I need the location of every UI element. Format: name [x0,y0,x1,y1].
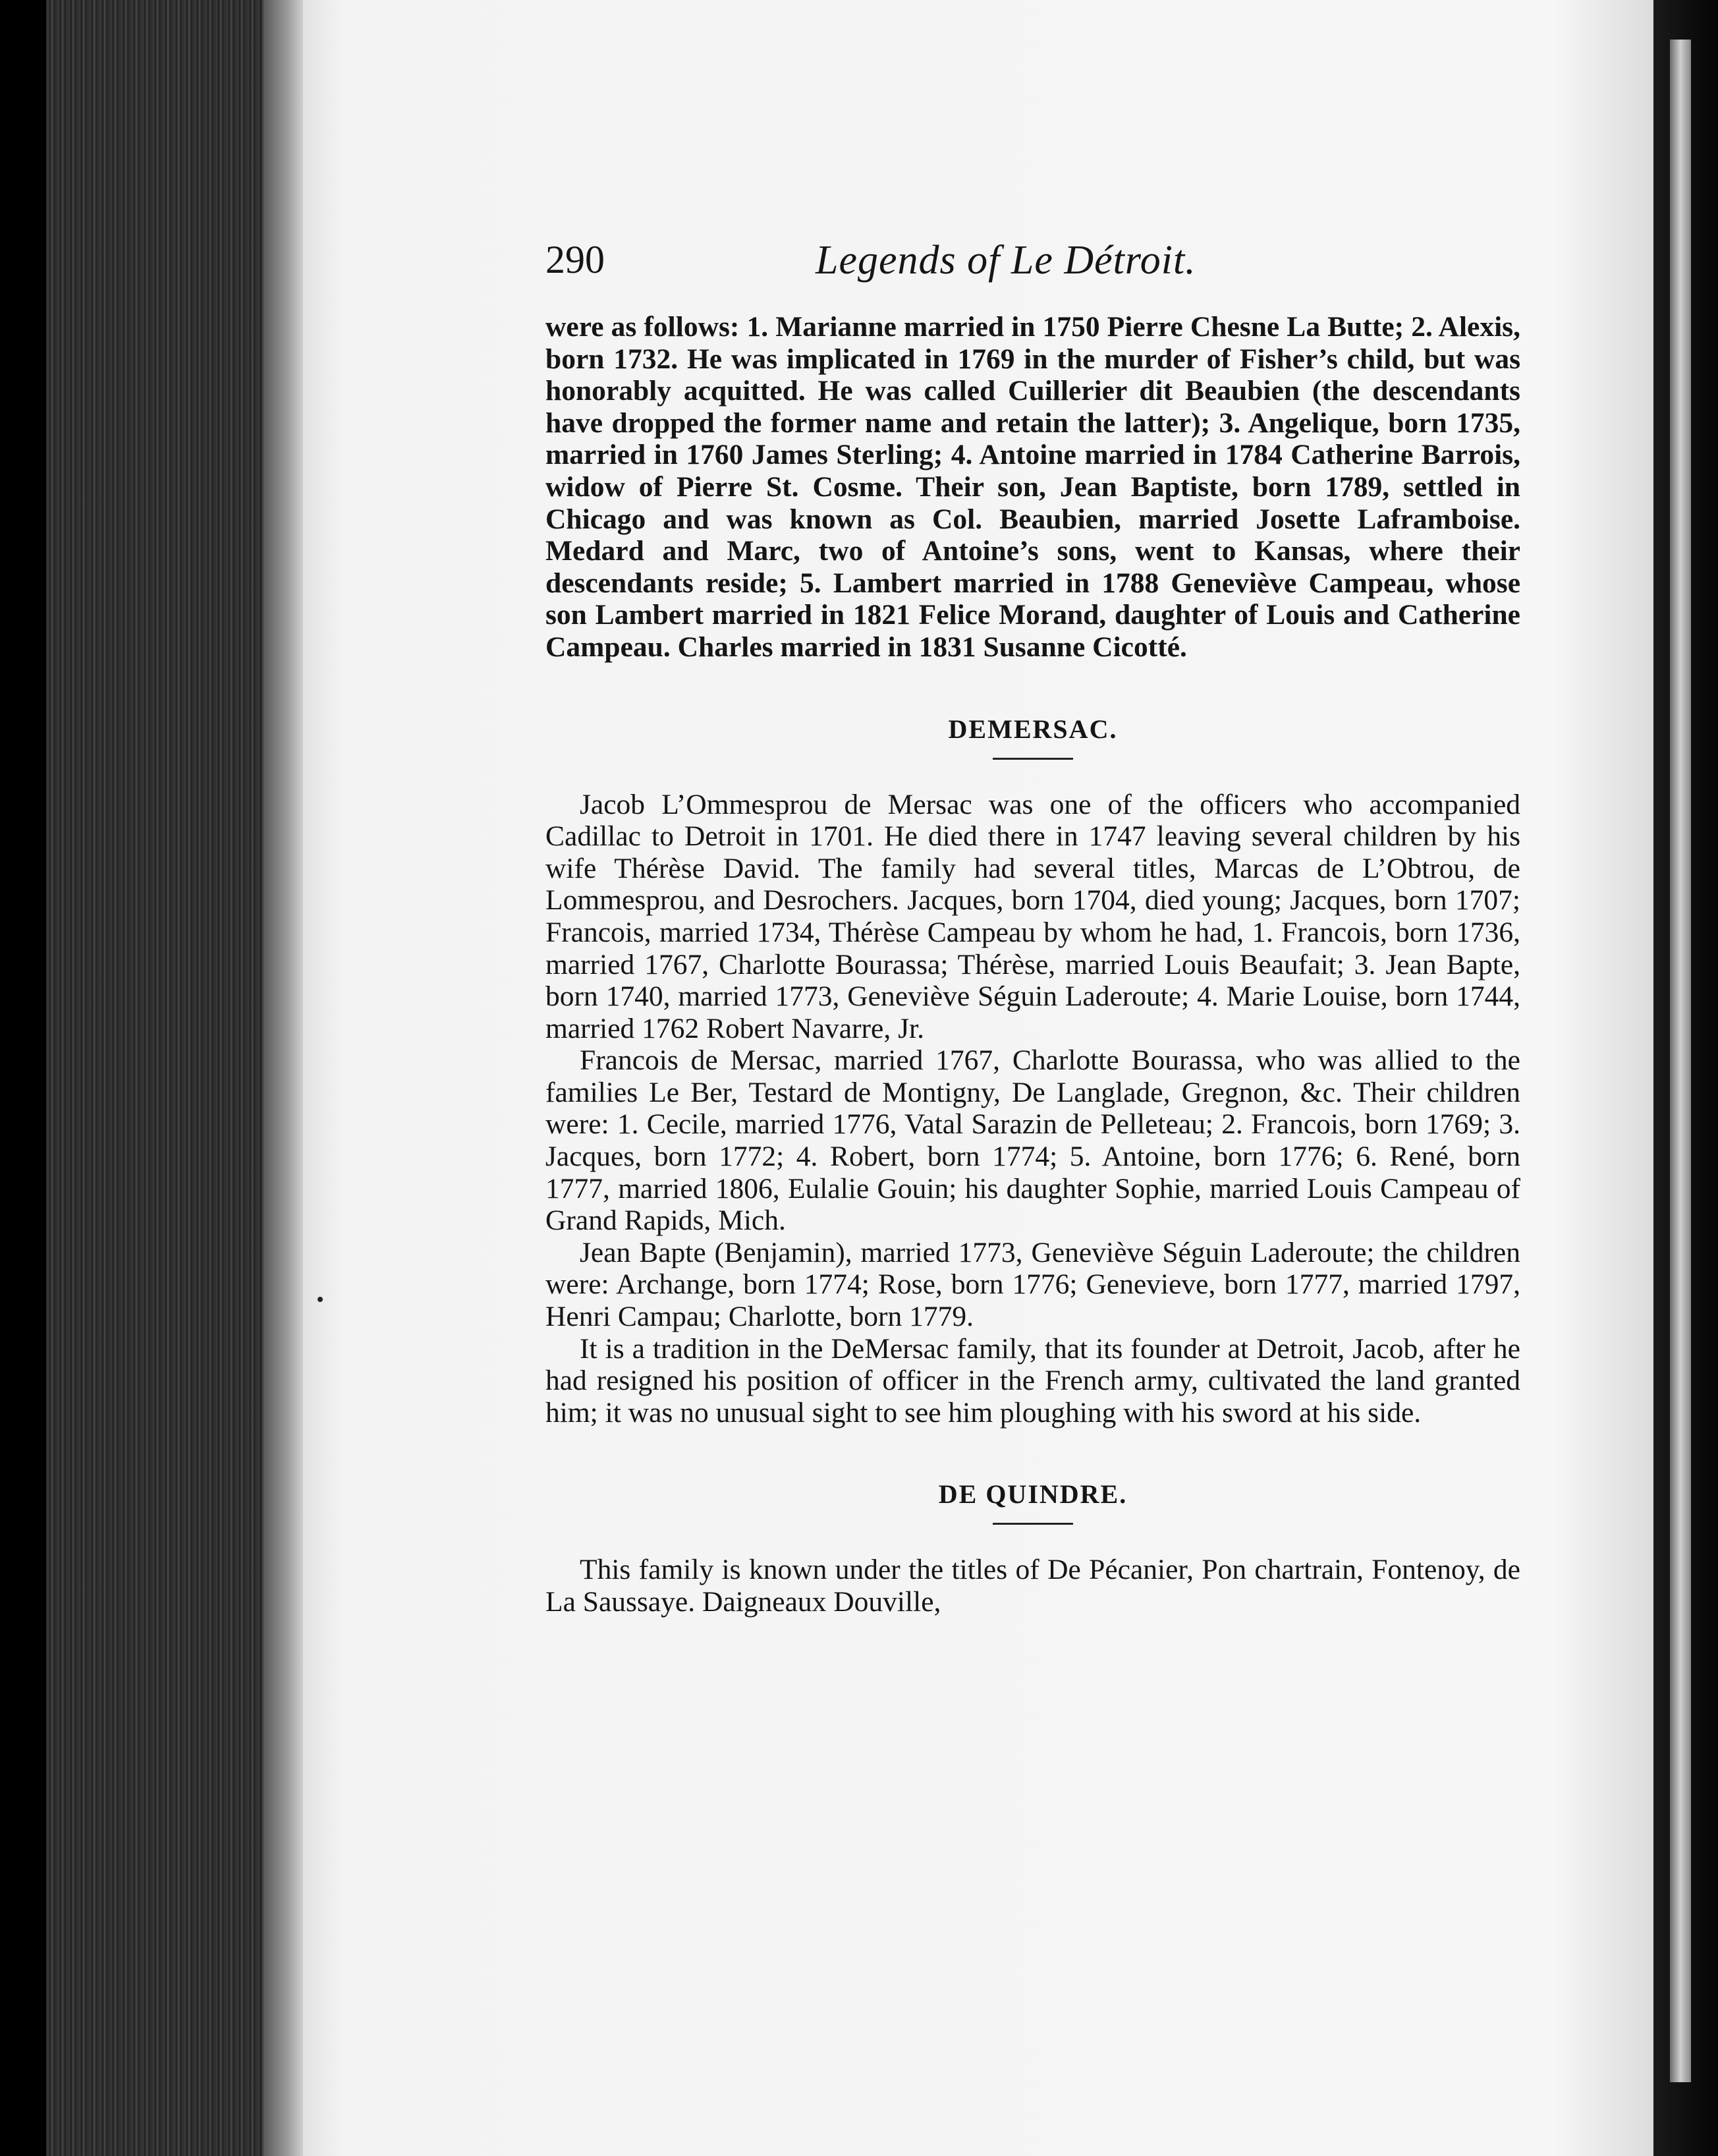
dequindre-paragraph: This family is known under the titles of De Pécanier, Pon chartrain, Fontenoy, de La Saussaye. Daigneaux Douville, [545,1554,1520,1618]
demersac-paragraph-4: It is a tradition in the DeMersac family, that its founder at Detroit, Jacob, after he had resigned his position of officer in the French army, cultivated the land granted him; it was no unusual sight to see him ploughing with his sword at his side. [545,1332,1520,1429]
section-rule [993,1523,1073,1525]
next-page-edge [1670,40,1691,2082]
section-title-dequindre: DE QUINDRE. [938,1479,1128,1510]
running-head: Legends of Le Détroit. [816,238,1196,283]
scan-speck [318,1297,323,1302]
demersac-paragraph-2: Francois de Mersac, married 1767, Charlotte Bourassa, who was allied to the families Le Ber, Testard de Montigny, De Langlade, Gregnon, &c. Their children were: 1. Cecile, married 1776, Vatal Sarazin de Pelleteau; 2. Francois, born 1769; 3. Jacques, born 1772; 4. Robert, born 1774; 5. Antoine, born 1776; 6. René, born 1777, married 1806, Eulalie Gouin; his daughter Sophie, married Louis Campeau of Grand Rapids, Mich. [545,1044,1520,1237]
page-text [545,237,1520,1618]
gutter-shadow [263,0,303,2156]
demersac-paragraph-1: Jacob L’Ommesprou de Mersac was one of the officers who accompanied Cadillac to Detroit in 1701. He died there in 1747 leaving several children by his wife Thérèse David. The family had several titles, Marcas de L’Obtrou, de Lommesprou, and Desrochers. Jacques, born 1704, died young; Jacques, born 1707; Francois, married 1734, Thérèse Campeau by whom he had, 1. Francois, born 1736, married 1767, Charlotte Bourassa; Thérèse, married Louis Beaufait; 3. Jean Bapte, born 1740, married 1773, Geneviève Séguin Laderoute; 4. Marie Louise, born 1744, married 1762 Robert Navarre, Jr. [545,788,1520,1044]
section-rule [993,758,1073,760]
demersac-paragraph-3: Jean Bapte (Benjamin), married 1773, Geneviève Séguin Laderoute; the children were: Archange, born 1774; Rose, born 1776; Genevieve, born 1777, married 1797, Henri Campau; Charlotte, born 1779. [545,1236,1520,1333]
section-title-demersac: DEMERSAC. [948,714,1118,744]
opening-paragraph: were as follows: 1. Marianne married in 1750 Pierre Chesne La Butte; 2. Alexis, born 1732. He was implicated in 1769 in the murder of Fisher’s child, but was honorably acquitted. He was called Cuillerier dit Beaubien (the descendants have dropped the former name and retain the latter); 3. Angelique, born 1735, married in 1760 James Sterling; 4. Antoine married in 1784 Catherine Barrois, widow of Pierre St. Cosme. Their son, Jean Baptiste, born 1789, settled in Chicago and was known as Col. Beaubien, married Josette Laframboise. Medard and Marc, two of Antoine’s sons, went to Kansas, where their descendants reside; 5. Lambert married in 1788 Geneviève Campeau, whose son Lambert married in 1821 Felice Morand, daughter of Louis and Catherine Campeau. Charles married in 1831 Susanne Cicotté. [545,311,1520,663]
page-header [545,237,1520,297]
page-number: 290 [545,238,605,281]
